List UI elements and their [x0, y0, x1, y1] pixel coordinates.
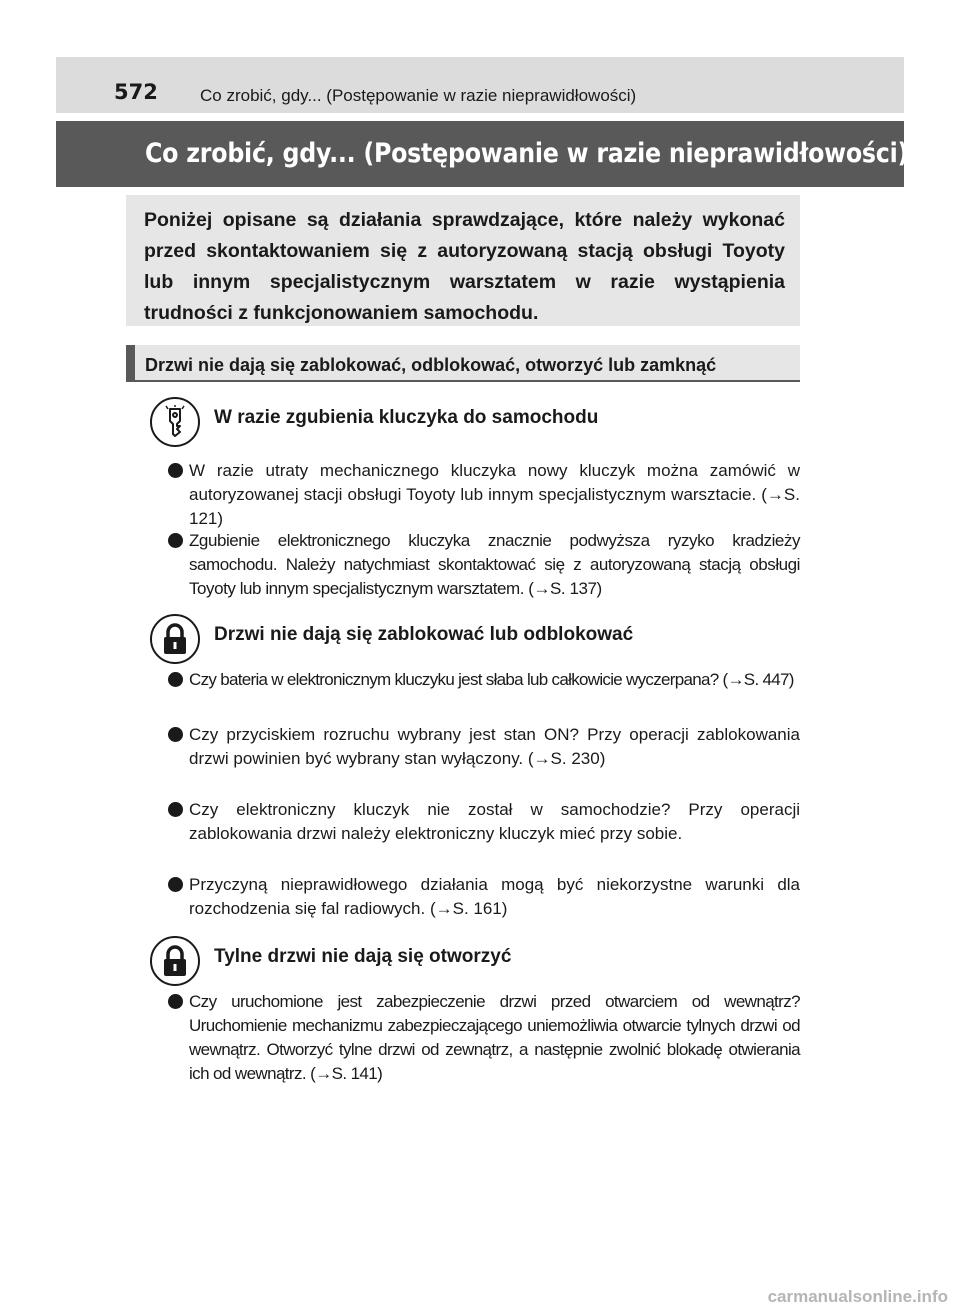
watermark: carmanualsonline.info — [767, 1287, 948, 1306]
running-header: Co zrobić, gdy... (Postępowanie w razie nieprawidłowości) — [200, 86, 637, 105]
page-title: Co zrobić, gdy... (Postępowanie w razie nieprawidłowości) — [145, 138, 909, 169]
bullet-icon — [168, 533, 183, 548]
list-item: Czy bateria w elektronicznym kluczyku jest słaba lub całkowicie wyczerpana? (→S. 447) — [168, 668, 800, 692]
lock-icon — [150, 936, 200, 986]
lock-icon — [150, 614, 200, 664]
subsection-heading-lock: Drzwi nie dają się zablokować lub odblokować — [214, 624, 634, 645]
subsection-heading-rear-door: Tylne drzwi nie dają się otworzyć — [214, 946, 512, 967]
page-number: 572 — [114, 80, 158, 104]
key-icon — [150, 397, 200, 447]
list-item: Czy elektroniczny kluczyk nie został w samochodzie? Przy operacji zablokowania drzwi należy elektroniczny kluczyk mieć przy sobie. — [168, 798, 800, 846]
bullet-icon — [168, 877, 183, 892]
bullet-icon — [168, 672, 183, 687]
bullet-icon — [168, 463, 183, 478]
list-item: W razie utraty mechanicznego kluczyka nowy kluczyk można zamówić w autoryzowanej stacji obsługi Toyoty lub innym specjalistycznym warsztacie. (→S. 121) — [168, 459, 800, 531]
bullet-icon — [168, 994, 183, 1009]
section-title: Drzwi nie dają się zablokować, odblokować, otworzyć lub zamknąć — [145, 355, 717, 375]
list-item: Czy uruchomione jest zabezpieczenie drzwi przed otwarciem od wewnątrz? Uruchomienie mechanizmu zabezpieczającego uniemożliwia otwarcie tylnych drzwi od wewnątrz. Otworzyć tylne drzwi od zewnątrz, a następnie zwolnić blokadę otwierania ich od wewnątrz. (→S. 141) — [168, 990, 800, 1086]
bullet-icon — [168, 802, 183, 817]
list-item: Zgubienie elektronicznego kluczyka znacznie podwyższa ryzyko kradzieży samochodu. Należy natychmiast skontaktować się z autoryzowaną stacją obsługi Toyoty lub innym specjalistycznym warsztatem. (→S. 137) — [168, 529, 800, 601]
intro-text: Poniżej opisane są działania sprawdzające, które należy wykonać przed skontaktowaniem się z autoryzowaną stacją obsługi Toyoty lub innym specjalistycznym warsztatem w razie wystąpienia trudności z funkcjonowaniem samochodu. — [144, 209, 785, 324]
list-item: Przyczyną nieprawidłowego działania mogą być niekorzystne warunki dla rozchodzenia się fal radiowych. (→S. 161) — [168, 873, 800, 921]
list-item: Czy przyciskiem rozruchu wybrany jest stan ON? Przy operacji zablokowania drzwi powinien być wybrany stan wyłączony. (→S. 230) — [168, 723, 800, 771]
bullet-icon — [168, 727, 183, 742]
subsection-heading-lost-key: W razie zgubienia kluczyka do samochodu — [214, 407, 599, 428]
